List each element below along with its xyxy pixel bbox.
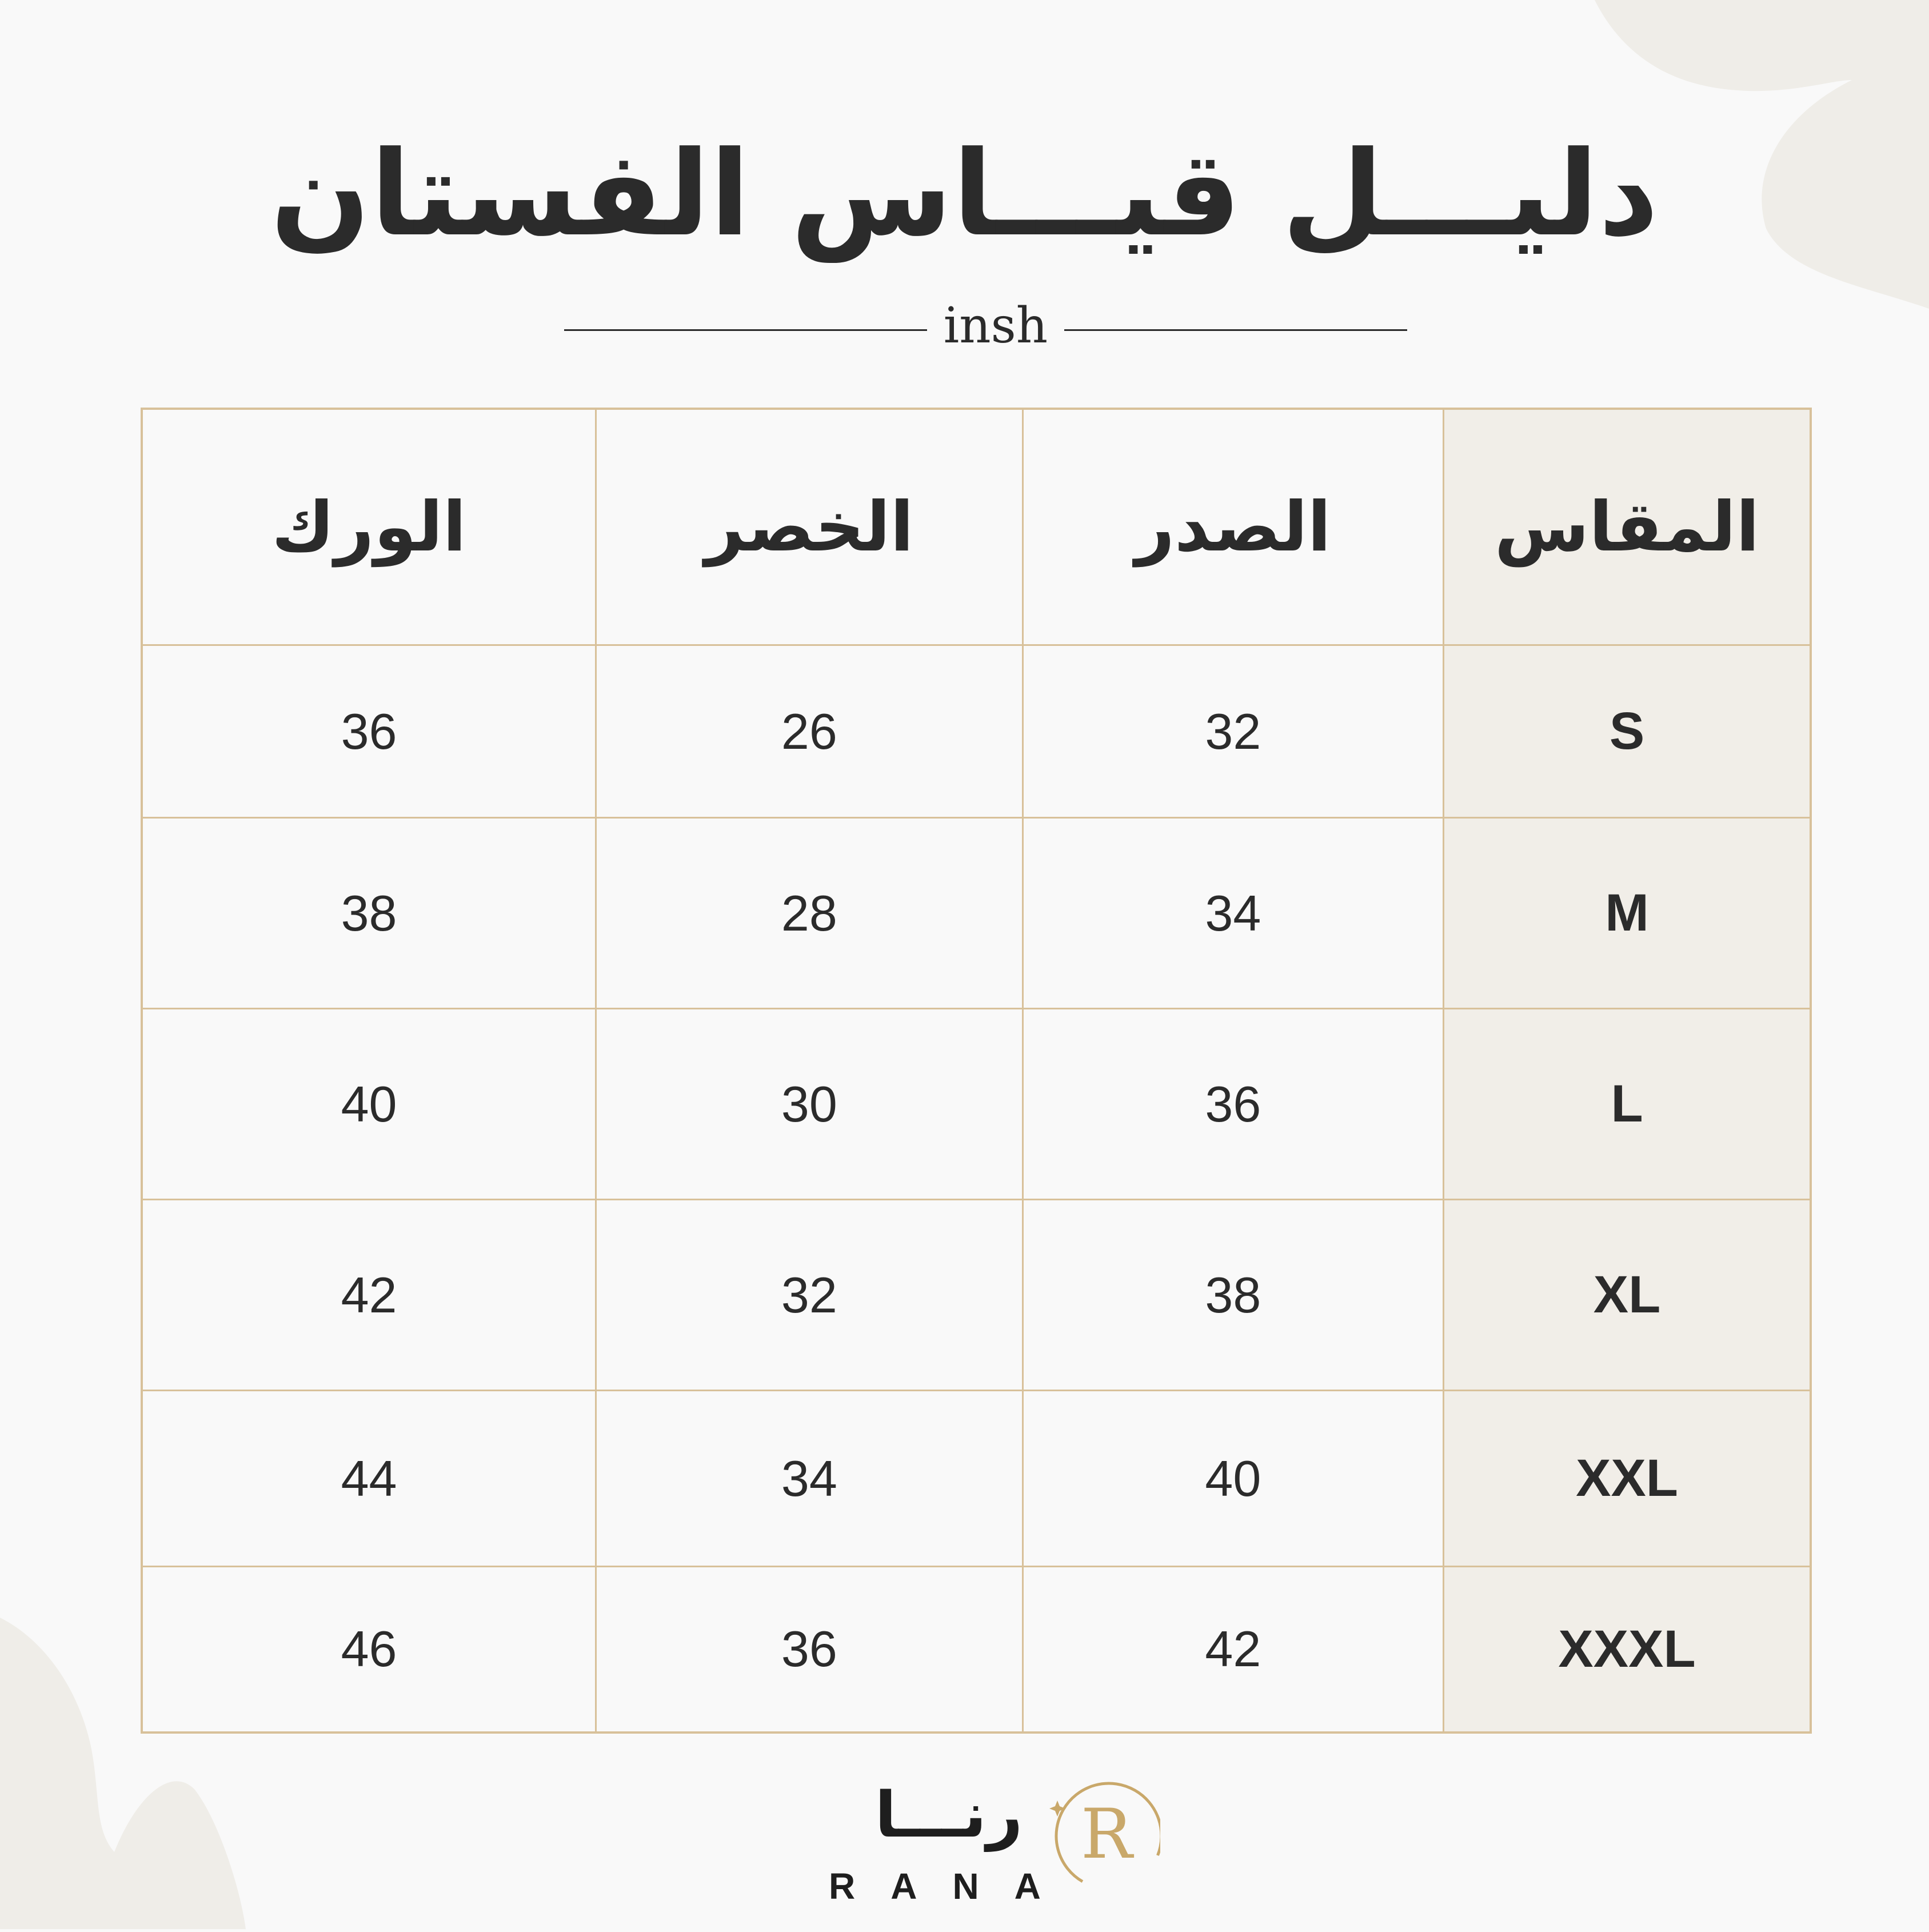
divider-line-right (1064, 329, 1407, 331)
table-row (142, 818, 1811, 1009)
cell-chest: 38 (1023, 1200, 1443, 1391)
table-row (142, 1567, 1811, 1733)
cell-chest: 42 (1023, 1567, 1443, 1733)
page-title: دليـــل قيـــاس الفستان (270, 126, 1659, 262)
cell-waist: 34 (596, 1391, 1023, 1567)
brand-logo (817, 1772, 1172, 1932)
cell-size: L (1444, 1009, 1811, 1200)
table-row (142, 1200, 1811, 1391)
cell-waist: 30 (596, 1009, 1023, 1200)
cell-size: S (1444, 645, 1811, 818)
cell-waist: 26 (596, 645, 1023, 818)
cell-waist: 28 (596, 818, 1023, 1009)
cell-waist: 36 (596, 1567, 1023, 1733)
logo-latin-text: RANA (829, 1866, 1076, 1907)
cell-chest: 34 (1023, 818, 1443, 1009)
header-chest: الصدر (1023, 409, 1443, 645)
cell-size: M (1444, 818, 1811, 1009)
size-chart-table (141, 408, 1812, 1734)
cell-waist: 32 (596, 1200, 1023, 1391)
cell-chest: 40 (1023, 1391, 1443, 1567)
cell-hip: 38 (142, 818, 596, 1009)
cell-size: XXL (1444, 1391, 1811, 1567)
divider-line-left (564, 329, 927, 331)
cell-hip: 36 (142, 645, 596, 818)
cell-size: XXXL (1444, 1567, 1811, 1733)
header-hip: الورك (142, 409, 596, 645)
header-size: المقاس (1444, 409, 1811, 645)
cell-chest: 36 (1023, 1009, 1443, 1200)
cell-size: XL (1444, 1200, 1811, 1391)
cell-hip: 46 (142, 1567, 596, 1733)
cell-hip: 44 (142, 1391, 596, 1567)
cell-hip: 40 (142, 1009, 596, 1200)
table-row (142, 1391, 1811, 1567)
logo-monogram-letter: R (1080, 1795, 1133, 1874)
unit-divider (0, 297, 1929, 360)
header-row (142, 409, 1811, 645)
cell-hip: 42 (142, 1200, 596, 1391)
logo-monogram-icon (1046, 1772, 1160, 1898)
logo-arabic-text: رنـــا (874, 1778, 1023, 1851)
header-waist: الخصر (596, 409, 1023, 645)
table-row (142, 1009, 1811, 1200)
cell-chest: 32 (1023, 645, 1443, 818)
table-row (142, 645, 1811, 818)
unit-label: insh (943, 297, 1048, 354)
